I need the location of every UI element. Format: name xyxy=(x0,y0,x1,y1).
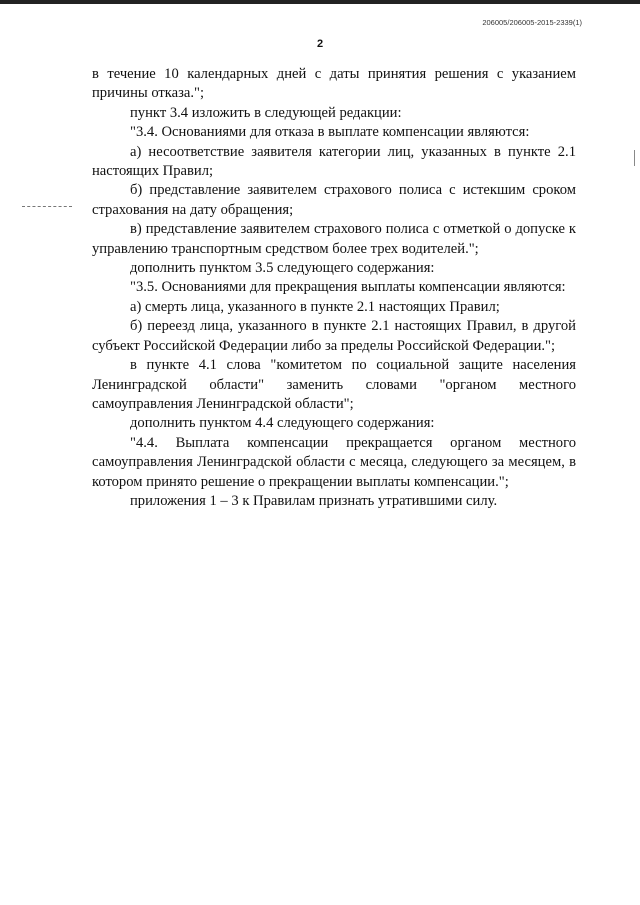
paragraph-amend-4-1: в пункте 4.1 слова "комитетом по социальной защите населения Ленинградской области" заменить словами "органом местного самоуправления Ленинградской области"; xyxy=(92,357,576,412)
paragraph-add-4-4: дополнить пунктом 4.4 следующего содержания: xyxy=(130,415,435,432)
paragraph-3-4-a: а) несоответствие заявителя категории лиц, указанных в пункте 2.1 настоящих Правил; xyxy=(92,143,576,180)
paragraph-3-4-heading: "3.4. Основаниями для отказа в выплате компенсации являются: xyxy=(130,124,530,141)
scan-artifact-line xyxy=(22,206,72,207)
paragraph-add-3-5: дополнить пунктом 3.5 следующего содержания: xyxy=(130,260,435,277)
paragraph-appendices-void: приложения 1 – 3 к Правилам признать утратившими силу. xyxy=(130,492,498,509)
paragraph-4-4-text: "4.4. Выплата компенсации прекращается органом местного самоуправления Ленинградской области с месяца, следующего за месяцем, в котором принято решение о прекращении выплаты компенсации."; xyxy=(92,434,576,490)
paragraph-amend-3-4: пункт 3.4 изложить в следующей редакции: xyxy=(130,104,402,121)
paragraph-refusal-term: в течение 10 календарных дней с даты принятия решения с указанием причины отказа."; xyxy=(92,66,576,102)
paragraph-3-4-b: б) представление заявителем страхового полиса с истекшим сроком страхования на дату обращения; xyxy=(92,182,576,218)
scan-artifact-mark xyxy=(634,150,635,166)
paragraph-3-5-b: б) переезд лица, указанного в пункте 2.1 настоящих Правил, в другой субъект Российской Федерации либо за пределы Российской Федерации."; xyxy=(92,318,576,354)
document-id: 206005/206005-2015-2339(1) xyxy=(482,18,582,27)
document-body xyxy=(92,65,576,511)
paragraph-3-5-a: а) смерть лица, указанного в пункте 2.1 настоящих Правил; xyxy=(130,298,500,315)
page-number: 2 xyxy=(316,38,324,50)
scan-top-edge xyxy=(0,0,640,4)
paragraph-3-5-heading: "3.5. Основаниями для прекращения выплаты компенсации являются: xyxy=(130,279,566,296)
paragraph-3-4-c: в) представление заявителем страхового полиса с отметкой о допуске к управлению транспортным средством более трех водителей."; xyxy=(92,221,576,257)
